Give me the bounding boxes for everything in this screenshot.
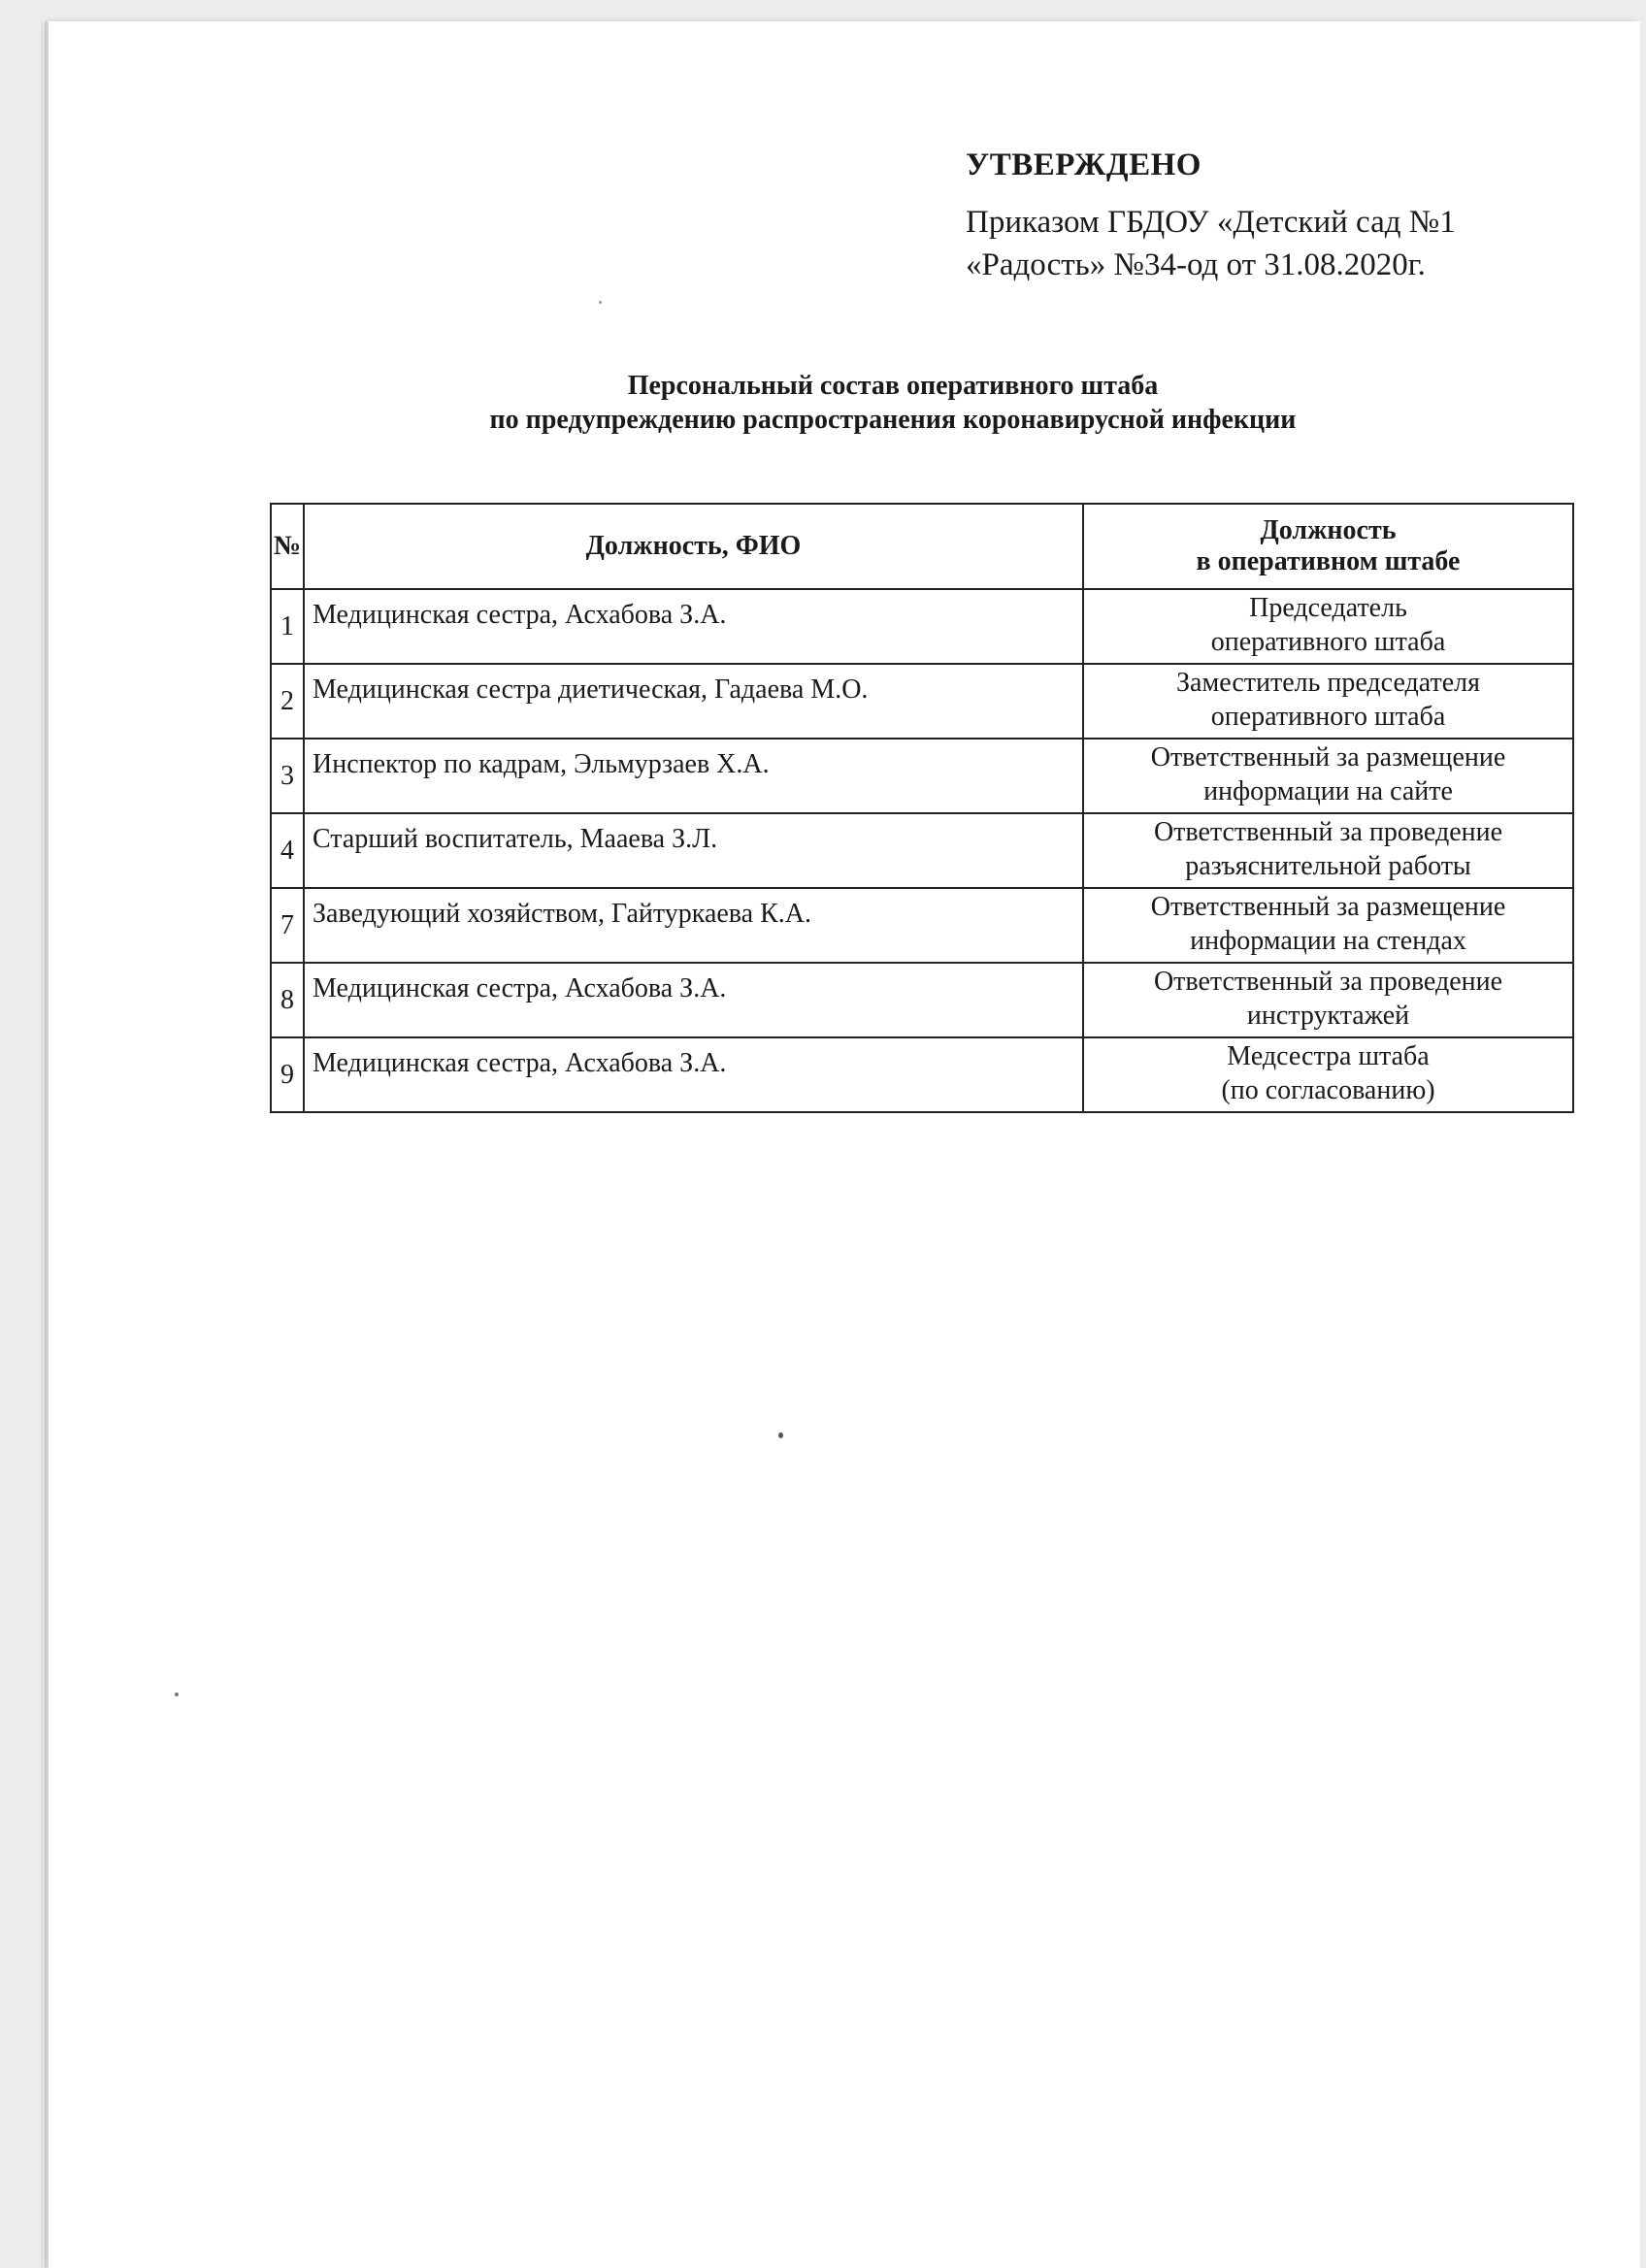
table-header-row: [271, 504, 1573, 589]
row-role-line-2: оперативного штаба: [1210, 702, 1446, 732]
header-staff-role: [1083, 504, 1573, 589]
header-role-line-1: Должность: [1260, 515, 1397, 545]
approval-block: [966, 148, 1597, 286]
row-number: 4: [271, 813, 304, 888]
row-name-text: Старший воспитатель, Мааева З.Л.: [313, 824, 718, 854]
row-role-line-1: Ответственный за размещение: [1150, 742, 1506, 772]
row-number: 9: [271, 1037, 304, 1112]
row-role-line-1: Ответственный за проведение: [1153, 817, 1503, 847]
sheet-edge: [45, 21, 47, 2268]
approval-order-line-2: «Радость» №34-од от 31.08.2020г.: [966, 247, 1426, 282]
row-staff-role: [1083, 963, 1573, 1037]
row-position-name: [304, 589, 1083, 664]
row-role-line-2: (по согласованию): [1221, 1075, 1435, 1105]
row-name-text: Инспектор по кадрам, Эльмурзаев Х.А.: [313, 749, 770, 779]
header-position-name: Должность, ФИО: [304, 504, 1083, 589]
row-position-name: [304, 963, 1083, 1037]
scan-speck: [175, 1693, 179, 1696]
header-role-line-2: в оперативном штабе: [1196, 546, 1461, 576]
row-number: 3: [271, 739, 304, 813]
row-role-line-1: Медсестра штаба: [1227, 1041, 1430, 1071]
row-name-text: Медицинская сестра, Асхабова З.А.: [313, 1048, 727, 1078]
row-name-text: Заведующий хозяйством, Гайтуркаева К.А.: [313, 899, 811, 929]
row-name-text: Медицинская сестра диетическая, Гадаева М.О.: [313, 674, 869, 705]
approval-title: УТВЕРЖДЕНО: [966, 148, 1202, 182]
row-staff-role: [1083, 739, 1573, 813]
row-role-line-2: информации на стендах: [1190, 926, 1466, 956]
table-row: [271, 963, 1573, 1037]
row-number: 2: [271, 664, 304, 739]
row-name-text: Медицинская сестра, Асхабова З.А.: [313, 600, 727, 630]
document-title-line-2: по предупреждению распространения коронавирусной инфекции: [489, 405, 1297, 435]
table-row: [271, 888, 1573, 963]
scan-speck: [599, 301, 602, 304]
row-staff-role: [1083, 1037, 1573, 1112]
table-row: [271, 1037, 1573, 1112]
document-title: [146, 369, 1640, 437]
row-position-name: [304, 888, 1083, 963]
row-role-line-1: Заместитель председателя: [1176, 668, 1480, 698]
row-number: 1: [271, 589, 304, 664]
table-row: [271, 813, 1573, 888]
row-name-text: Медицинская сестра, Асхабова З.А.: [313, 973, 727, 1003]
table-row: [271, 739, 1573, 813]
approval-order-line-1: Приказом ГБДОУ «Детский сад №1: [966, 205, 1456, 240]
row-staff-role: [1083, 888, 1573, 963]
row-staff-role: [1083, 589, 1573, 664]
sheet-edge: [41, 21, 43, 2268]
scan-speck: [778, 1432, 783, 1438]
row-position-name: [304, 739, 1083, 813]
row-number: 7: [271, 888, 304, 963]
row-role-line-2: инструктажей: [1246, 1001, 1410, 1031]
header-number: №: [271, 504, 304, 589]
table-row: [271, 589, 1573, 664]
staff-table: [270, 503, 1574, 1113]
row-role-line-1: Ответственный за проведение: [1153, 967, 1503, 997]
row-number: 8: [271, 963, 304, 1037]
row-role-line-2: оперативного штаба: [1210, 627, 1446, 657]
document-page: [49, 21, 1640, 2268]
table-row: [271, 664, 1573, 739]
row-staff-role: [1083, 813, 1573, 888]
document-title-line-1: Персональный состав оперативного штаба: [627, 371, 1159, 401]
row-position-name: [304, 664, 1083, 739]
row-role-line-2: информации на сайте: [1203, 776, 1453, 806]
row-position-name: [304, 1037, 1083, 1112]
row-role-line-1: Ответственный за размещение: [1150, 892, 1506, 922]
row-staff-role: [1083, 664, 1573, 739]
row-position-name: [304, 813, 1083, 888]
row-role-line-1: Председатель: [1249, 593, 1407, 623]
row-role-line-2: разъяснительной работы: [1185, 851, 1471, 881]
